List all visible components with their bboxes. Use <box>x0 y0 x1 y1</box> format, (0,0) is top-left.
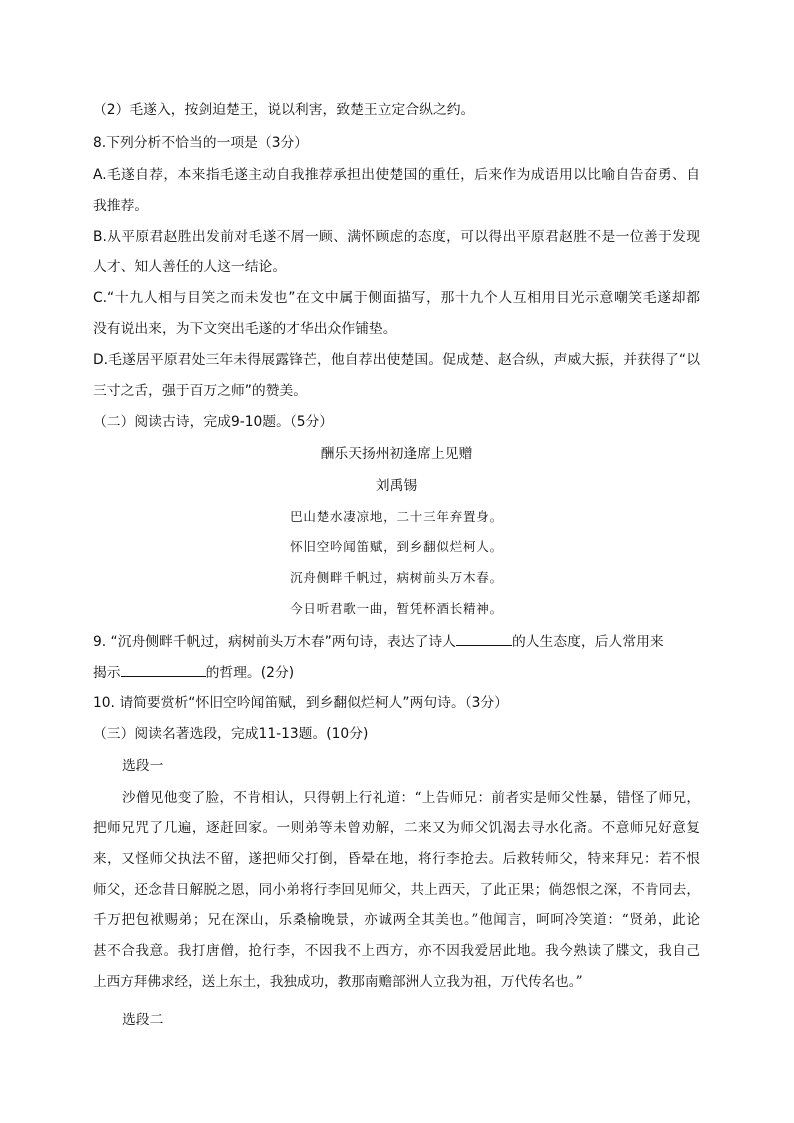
question-9-text-before-blank: 9. “沉舟侧畔千帆过，病树前头万木春”两句诗，表达了诗人 <box>93 634 456 650</box>
excerpt-1-line-5: 千万把包袱赐弟；兄在深山，乐桑榆晚景，亦诚两全其美也。”他闻言，呵呵冷笑道：“贤弟，此论 <box>93 912 700 928</box>
poem-title: 酬乐天扬州初逢席上见赠 <box>320 446 473 462</box>
answer-blank-1 <box>456 631 512 646</box>
excerpt-1-line-4: 师父，还念昔日解脱之恩，同小弟将行李回见师父，共上西天，了此正果；倘怨恨之深，不肯同去， <box>93 882 700 898</box>
section-3-heading: （三）阅读名著选段，完成11-13题。(10分) <box>93 726 369 742</box>
sub-answer-2: （2）毛遂入，按剑迫楚王，说以利害，致楚王立定合纵之约。 <box>93 102 475 118</box>
option-b-line-2: 人才、知人善任的人这一结论。 <box>93 259 287 275</box>
question-9-line-2-before-blank: 揭示 <box>93 665 121 681</box>
question-9-text-after-blank: 的人生态度，后人常用来 <box>511 634 664 650</box>
section-2-heading: （二）阅读古诗，完成9-10题。（5分） <box>93 414 334 430</box>
question-9-line-1 <box>93 631 700 652</box>
excerpt-1-line-2: 把师兄咒了几遍，逐赶回家。一则弟等未曾劝解，二来又为师父饥渴去寻水化斋。不意师兄好意复 <box>93 820 700 836</box>
option-c-line-1: C.“十九人相与目笑之而未发也”在文中属于侧面描写，那十九个人互相用目光示意嘲笑毛遂却都 <box>93 290 700 306</box>
excerpt-1-line-7: 上西方拜佛求经，送上东土，我独成功，教那南赡部洲人立我为祖，万代传名也。” <box>93 974 583 990</box>
poem-line-3: 沉舟侧畔千帆过，病树前头万木春。 <box>290 570 503 585</box>
answer-blank-2 <box>121 662 206 677</box>
option-a-line-1: A.毛遂自荐，本来指毛遂主动自我推荐承担出使楚国的重任，后来作为成语用以比喻自告奋勇、自 <box>93 167 700 183</box>
poem-line-1: 巴山楚水凄凉地，二十三年弃置身。 <box>290 509 503 524</box>
poem-line-4: 今日听君歌一曲，暂凭杯酒长精神。 <box>290 601 503 616</box>
option-a-line-2: 我推荐。 <box>93 198 149 214</box>
question-9-line-2 <box>93 662 700 683</box>
option-d-line-1: D.毛遂居平原君处三年未得展露锋芒，他自荐出使楚国。促成楚、赵合纵，声威大振，并获得了“以 <box>93 352 700 368</box>
question-8-stem: 8.下列分析不恰当的一项是（3分） <box>93 135 309 151</box>
option-d-line-2: 三寸之舌，强于百万之师”的赞美。 <box>93 383 308 399</box>
excerpt-1-line-1: 沙僧见他变了脸，不肯相认，只得朝上行礼道：“上告师兄：前者实是师父性暴，错怪了师兄， <box>122 790 700 806</box>
poem-line-2: 怀旧空吟闻笛赋，到乡翻似烂柯人。 <box>290 539 503 554</box>
excerpt-1-line-3: 来，又怪师父执法不留，遂把师父打倒，昏晕在地，将行李抢去。后救转师父，特来拜兄：若不恨 <box>93 851 700 867</box>
question-9-line-2-after-blank: 的哲理。(2分) <box>205 665 295 681</box>
excerpt-1-label: 选段一 <box>122 758 164 774</box>
poem-author: 刘禹锡 <box>375 478 418 494</box>
excerpt-1-line-6: 甚不合我意。我打唐僧，抢行李，不因我不上西方，亦不因我爱居此地。我今熟读了牒文，我自己 <box>93 943 700 959</box>
question-10: 10. 请简要赏析“怀旧空吟闻笛赋，到乡翻似烂柯人”两句诗。（3分） <box>93 695 509 711</box>
excerpt-2-label: 选段二 <box>122 1012 164 1028</box>
option-b-line-1: B.从平原君赵胜出发前对毛遂不屑一顾、满怀顾虑的态度，可以得出平原君赵胜不是一位善于发现 <box>93 229 700 245</box>
option-c-line-2: 没有说出来，为下文突出毛遂的才华出众作铺垫。 <box>93 321 397 337</box>
